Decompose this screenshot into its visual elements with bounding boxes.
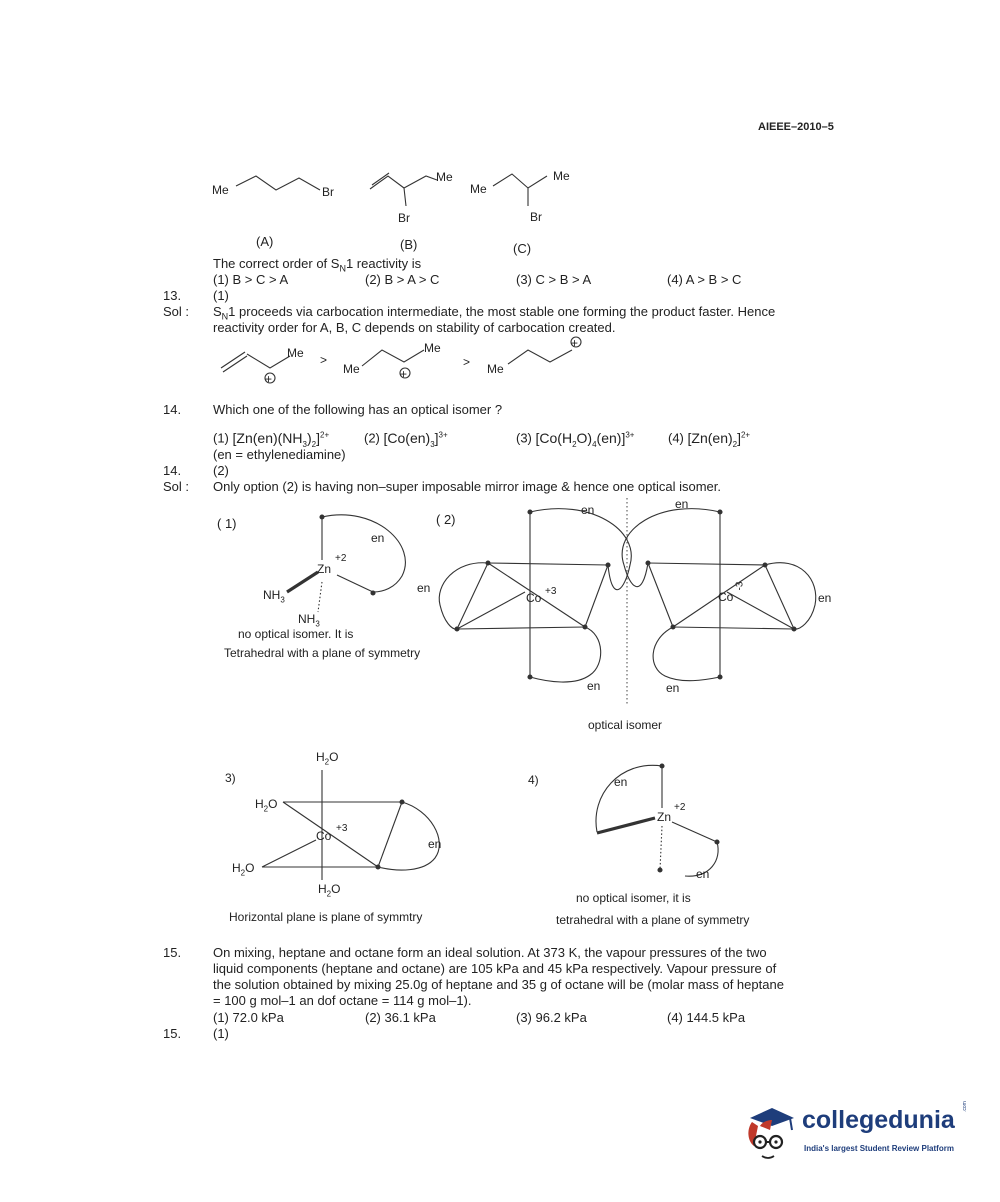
- diagram-3-octahedral: [262, 770, 442, 880]
- q15-line-2: liquid components (heptane and octane) are 105 kPa and 45 kPa respectively. Vapour pressure of: [213, 961, 777, 976]
- d2-en-left: en: [417, 581, 431, 595]
- q14-stem: Which one of the following has an optical isomer ?: [213, 402, 503, 417]
- a13-sol-label: Sol :: [163, 304, 190, 319]
- q14-option-1: (1) $[Zn(en)(NH_3)_2]^{2+}$: [213, 429, 330, 449]
- q15-option-1: (1) 72.0 kPa: [213, 1010, 284, 1025]
- atom-br-c: Br: [530, 210, 542, 224]
- d1-caption-1: no optical isomer. It is: [238, 627, 354, 641]
- atom-me-b: Me: [436, 170, 453, 184]
- a13-sol-line2: reactivity order for A, B, C depends on stability of carbocation created.: [213, 320, 616, 335]
- structure-label-c: (C): [513, 241, 532, 256]
- atom-me-c2: Me: [553, 169, 570, 183]
- d2-en-bottom-left: en: [587, 679, 601, 693]
- q15-option-4: (4) 144.5 kPa: [667, 1010, 746, 1025]
- carbocation-1-plus: +: [265, 372, 273, 386]
- d2-en-right: en: [818, 591, 832, 605]
- carbocation-2-me: Me: [343, 362, 360, 376]
- logo-tagline: India's largest Student Review Platform: [804, 1144, 954, 1153]
- d2-charge-right: -3: [734, 581, 746, 591]
- q15-line-1: On mixing, heptane and octane form an ideal solution. At 373 K, the vapour pressures of the two: [213, 945, 767, 960]
- d3-en: en: [428, 837, 442, 851]
- d2-co-left: Co: [526, 591, 542, 605]
- atom-me-c1: Me: [470, 182, 487, 196]
- d4-zn: Zn: [657, 810, 672, 824]
- d1-nh3-left: $NH_3$: [263, 588, 285, 605]
- gt-sign-2: >: [463, 355, 471, 369]
- a13-answer: (1): [213, 288, 229, 303]
- structure-b: [370, 173, 437, 206]
- q12-option-4: (4) A > B > C: [667, 272, 742, 287]
- q15-option-3: (3) 96.2 kPa: [516, 1010, 587, 1025]
- d3-h2o-top: $H_2O$: [316, 750, 339, 767]
- d4-en-top: en: [614, 775, 628, 789]
- atom-br-a: Br: [322, 185, 334, 199]
- d3-label: 3): [225, 771, 236, 785]
- carbocation-1-me: Me: [287, 346, 304, 360]
- carbocation-1: [221, 352, 290, 383]
- q14-option-2: (2) $[Co(en)_3]^{3+}$: [364, 429, 448, 449]
- q14-option-4: (4) $[Zn(en)_2]^{2+}$: [668, 429, 751, 449]
- d3-h2o-left-bottom: $H_2O$: [232, 861, 255, 878]
- a15-answer: (1): [213, 1026, 229, 1041]
- d1-charge: +2: [335, 553, 347, 564]
- gt-sign-1: >: [320, 353, 328, 367]
- d2-charge-left: +3: [545, 586, 557, 597]
- q14-number: 14.: [163, 402, 182, 417]
- structure-label-b: (B): [400, 237, 418, 252]
- carbocation-3-plus: +: [571, 336, 579, 350]
- q15-line-4: = 100 g mol–1 an dof octane = 114 g mol–1).: [213, 993, 472, 1008]
- d4-caption-1: no optical isomer, it is: [576, 891, 691, 905]
- q14-option-3: (3) $[Co(H_2O)_4(en)]^{3+}$: [516, 429, 635, 449]
- q12-stem: The correct order of $S_N1$ reactivity is: [213, 256, 422, 274]
- d4-charge: +2: [674, 802, 686, 813]
- d2-caption: optical isomer: [588, 718, 663, 732]
- d4-label: 4): [528, 773, 539, 787]
- atom-me-a: Me: [212, 183, 229, 197]
- collegedunia-logo: [740, 1100, 970, 1170]
- d1-zn: Zn: [317, 562, 332, 576]
- d3-charge: +3: [336, 823, 348, 834]
- d2-co-right: Co: [718, 590, 734, 604]
- d1-label: ( 1): [217, 516, 237, 531]
- structure-c: [493, 174, 547, 206]
- carbocation-2: [362, 350, 424, 378]
- d1-nh3-bottom: $NH_3$: [298, 612, 320, 629]
- q15-number: 15.: [163, 945, 182, 960]
- q15-option-2: (2) 36.1 kPa: [365, 1010, 436, 1025]
- carbocation-2-me2: Me: [424, 341, 441, 355]
- a14-sol-text: Only option (2) is having non–super imposable mirror image & hence one optical isomer.: [213, 479, 721, 494]
- d3-h2o-bottom: $H_2O$: [318, 882, 341, 899]
- d3-h2o-left-top: $H_2O$: [255, 797, 278, 814]
- d2-en-top-right: en: [675, 497, 689, 511]
- d1-caption-2: Tetrahedral with a plane of symmetry: [224, 646, 421, 660]
- a13-sol-line1: $S_N1$ proceeds via carbocation intermediate, the most stable one forming the product faster. Hence: [213, 304, 776, 322]
- d2-en-top-left: en: [581, 503, 595, 517]
- a13-number: 13.: [163, 288, 182, 303]
- q14-note: (en = ethylenediamine): [213, 447, 346, 462]
- d4-caption-2: tetrahedral with a plane of symmetry: [556, 913, 750, 927]
- q15-line-3: the solution obtained by mixing 25.0g of heptane and 35 g of octane will be (molar mass of heptane: [213, 977, 784, 992]
- a14-number: 14.: [163, 463, 182, 478]
- structure-a: [236, 176, 320, 190]
- d1-en: en: [371, 531, 385, 545]
- q12-option-2: (2) B > A > C: [365, 272, 440, 287]
- carbocation-2-plus: +: [400, 367, 408, 381]
- q12-option-1: (1) B > C > A: [213, 272, 289, 287]
- logo-name: collegedunia: [802, 1106, 955, 1134]
- d3-co: Co: [316, 829, 332, 843]
- atom-br-b: Br: [398, 211, 410, 225]
- a15-number: 15.: [163, 1026, 182, 1041]
- carbocation-3-me: Me: [487, 362, 504, 376]
- structure-label-a: (A): [256, 234, 274, 249]
- a14-answer: (2): [213, 463, 229, 478]
- graduate-face-icon: [740, 1100, 802, 1170]
- d2-en-bottom-right: en: [666, 681, 680, 695]
- q12-option-3: (3) C > B > A: [516, 272, 592, 287]
- d3-caption: Horizontal plane is plane of symmtry: [229, 910, 423, 924]
- a14-sol-label: Sol :: [163, 479, 190, 494]
- page-header-ref: AIEEE–2010–5: [758, 121, 834, 133]
- logo-suffix: .com: [962, 1101, 968, 1112]
- d2-label: ( 2): [436, 512, 456, 527]
- d4-en-bottom: en: [696, 867, 710, 881]
